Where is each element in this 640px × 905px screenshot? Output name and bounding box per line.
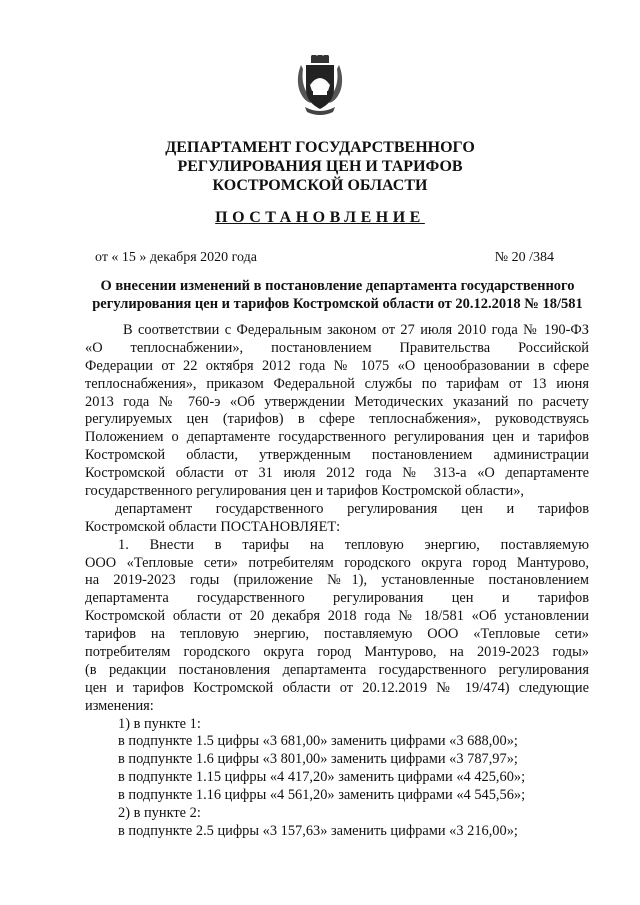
clause-1-line: потребителям городского округа город Мантурово, на 2019-2023 годы» — [85, 644, 589, 661]
preamble-line: Костромской области от 31 июля 2012 года № 313-а «О департаменте — [85, 465, 589, 482]
clause-1-line: 1. Внести в тарифы на тепловую энергию, поставляемую — [118, 536, 589, 553]
preamble-paragraph — [85, 322, 589, 841]
clause-1-line: цен и тарифов Костромской области от 20.12.2019 № 19/474) следующие — [85, 679, 589, 696]
resolves-line: департамент государственного регулирования цен и тарифов — [115, 500, 589, 517]
preamble-line: Положением о департаменте государственного регулирования цен и тарифов — [85, 429, 589, 446]
preamble-line: В соответствии с Федеральным законом от 27 июля 2010 года № 190-ФЗ — [123, 322, 589, 338]
preamble-line: Костромской области, утвержденным постановлением администрации — [85, 447, 589, 464]
department-name-line-3: КОСТРОМСКОЙ ОБЛАСТИ — [212, 177, 428, 194]
document-type-heading: ПОСТАНОВЛЕНИЕ — [215, 209, 425, 226]
item-1-title: 1) в пункте 1: — [118, 715, 201, 732]
preamble-line: 2013 года № 760-э «Об утверждении Методических указаний по расчету — [85, 393, 589, 410]
item-2-title: 2) в пункте 2: — [118, 805, 201, 822]
preamble-line: государственного регулирования цен и тарифов Костромской области», — [85, 483, 525, 500]
document-number: № 20 /384 — [494, 250, 554, 265]
item-1-line: в подпункте 1.16 цифры «4 561,20» заменить цифрами «4 545,56»; — [118, 787, 526, 804]
item-1-line: в подпункте 1.15 цифры «4 417,20» заменить цифрами «4 425,60»; — [118, 769, 526, 786]
document-date: от « 15 » декабря 2020 года — [95, 250, 257, 265]
clause-1-line: Костромской области от 20 декабря 2018 года № 18/581 «Об установлении — [85, 608, 589, 625]
department-name-line-2: РЕГУЛИРОВАНИЯ ЦЕН И ТАРИФОВ — [177, 158, 463, 175]
item-1-line: в подпункте 1.6 цифры «3 801,00» заменить цифрами «3 787,97»; — [118, 751, 518, 768]
coat-of-arms-icon — [295, 55, 345, 117]
document-subject-line-2: регулирования цен и тарифов Костромской области от 20.12.2018 № 18/581 — [92, 296, 583, 312]
clause-1-line: на 2019-2023 годы (приложение №1), установленные постановлением — [85, 572, 589, 589]
department-name-line-1: ДЕПАРТАМЕНТ ГОСУДАРСТВЕННОГО — [165, 139, 475, 156]
resolves-line: Костромской области ПОСТАНОВЛЯЕТ: — [85, 518, 341, 535]
clause-1-line: изменения: — [85, 697, 154, 714]
item-1-line: в подпункте 1.5 цифры «3 681,00» заменить цифрами «3 688,00»; — [118, 733, 518, 750]
clause-1-line: ООО «Тепловые сети» потребителям городского округа город Мантурово, — [85, 554, 589, 571]
preamble-line: «О теплоснабжении», постановлением Правительства Российской — [85, 339, 589, 356]
clause-1-line: департамента государственного регулирования цен и тарифов — [85, 590, 589, 607]
clause-1-line: тарифов на тепловую энергию, поставляемую ООО «Тепловые сети» — [85, 626, 589, 643]
document-subject-line-1: О внесении изменений в постановление департамента государственного — [100, 278, 575, 294]
preamble-line: Федерации от 22 октября 2012 года № 1075 «О ценообразовании в сфере — [85, 357, 589, 374]
item-2-line: в подпункте 2.5 цифры «3 157,63» заменить цифрами «3 216,00»; — [118, 822, 518, 839]
preamble-line: теплоснабжения», приказом Федеральной службы по тарифам от 13 июня — [85, 375, 589, 392]
clause-1-line: (в редакции постановления департамента государственного регулирования — [85, 661, 589, 678]
preamble-line: регулируемых цен (тарифов) в сфере теплоснабжения», руководствуясь — [85, 411, 589, 428]
